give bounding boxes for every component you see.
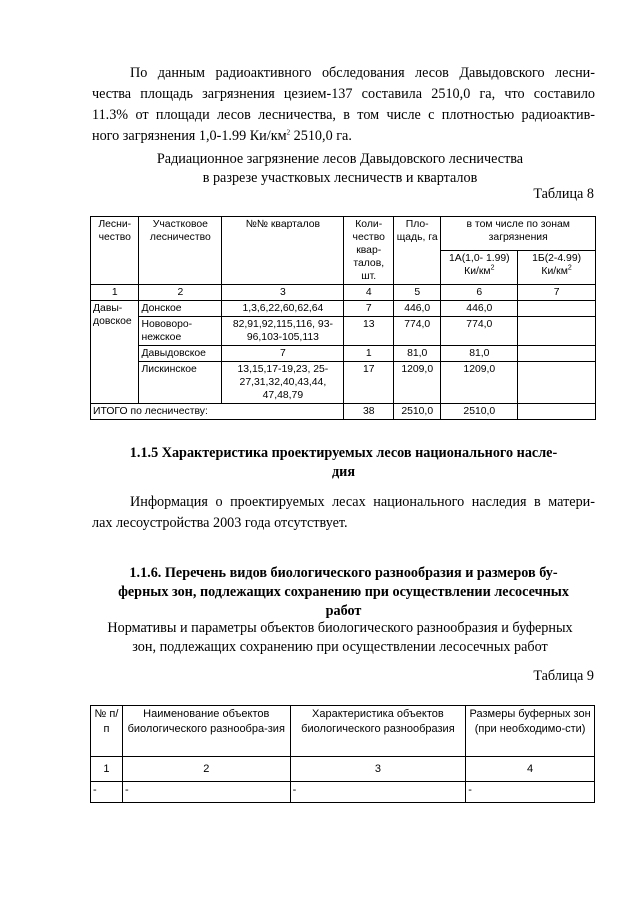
- col-number: 1: [91, 285, 139, 301]
- zone1-cell: 1209,0: [441, 362, 518, 404]
- intro-line-4-end: 2510,0 га.: [290, 128, 352, 144]
- blocks-cell: 13,15,17-19,23, 25-27,31,32,40,43,44, 47,48,79: [222, 362, 344, 404]
- zone1-cell: 81,0: [441, 346, 518, 362]
- zone-1b-sup: 2: [567, 264, 572, 272]
- table8: [90, 216, 596, 420]
- intro-superscript: 2: [286, 128, 291, 137]
- table8-caption-line-2: в разрезе участковых лесничеств и кварталов: [202, 170, 478, 186]
- table8-header-row-1: [91, 217, 596, 251]
- dash-cell: -: [290, 782, 466, 803]
- blocks-cell: 7: [222, 346, 344, 362]
- header-area: Пло-щадь, га: [393, 217, 440, 285]
- section-115-heading: [92, 444, 595, 482]
- area-cell: 1209,0: [393, 362, 440, 404]
- col-number: 1: [91, 757, 123, 782]
- section-116-heading: [92, 564, 595, 621]
- table-row: [91, 362, 596, 404]
- col-number: 2: [139, 285, 222, 301]
- section-116-title-line-1: 1.1.6. Перечень видов биологического разнообразия и размеров бу-: [129, 565, 558, 581]
- section-115-title-line-1: 1.1.5 Характеристика проектируемых лесов национального насле-: [129, 445, 558, 461]
- total-label: ИТОГО по лесничеству:: [91, 404, 344, 420]
- header-count: Коли-чество квар-талов, шт.: [344, 217, 393, 285]
- count-cell: 1: [344, 346, 393, 362]
- col-number: 2: [122, 757, 290, 782]
- zone1-cell: 774,0: [441, 317, 518, 346]
- zone2-cell: [518, 346, 596, 362]
- dash-cell: -: [466, 782, 595, 803]
- table8-total-row: [91, 404, 596, 420]
- table-row: [91, 301, 596, 317]
- table9-column-numbers: [91, 757, 595, 782]
- col-number: 5: [393, 285, 440, 301]
- col-number: 7: [518, 285, 596, 301]
- intro-line-4-text: ного загрязнения 1,0-1.99 Ки/км: [92, 128, 287, 144]
- section-116-title-line-3: работ: [325, 603, 362, 619]
- col-number: 4: [466, 757, 595, 782]
- district-cell: Донское: [139, 301, 222, 317]
- col-number: 3: [290, 757, 466, 782]
- zone-1a-sup: 2: [490, 264, 495, 272]
- header-buffer-size: Размеры буферных зон (при необходимо-сти): [466, 706, 595, 757]
- district-cell: Лискинское: [139, 362, 222, 404]
- total-zone1: 2510,0: [441, 404, 518, 420]
- zone2-cell: [518, 362, 596, 404]
- intro-line-4: [92, 126, 595, 147]
- section-116-title-line-2: ферных зон, подлежащих сохранению при осуществлении лесосечных: [118, 584, 569, 600]
- zone1-cell: 446,0: [441, 301, 518, 317]
- table-row: [91, 782, 595, 803]
- section-115-title-line-2: дия: [331, 464, 356, 480]
- header-forestry: Лесни-чество: [91, 217, 139, 285]
- table-row: [91, 346, 596, 362]
- table-row: [91, 317, 596, 346]
- dash-cell: -: [122, 782, 290, 803]
- section-116-subtitle-line-1: Нормативы и параметры объектов биологического разнообразия и буферных: [107, 620, 573, 636]
- zone2-cell: [518, 317, 596, 346]
- section-115-text-line-2: лах лесоустройства 2003 года отсутствует.: [92, 515, 348, 531]
- blocks-cell: 82,91,92,115,116, 93-96,103-105,113: [222, 317, 344, 346]
- area-cell: 81,0: [393, 346, 440, 362]
- count-cell: 13: [344, 317, 393, 346]
- header-zones: в том числе по зонам загрязнения: [441, 217, 596, 251]
- intro-line-2: чества площадь загрязнения цезием-137 составила 2510,0 га, что составило: [92, 86, 595, 102]
- zone-1a-unit: Ки/км: [464, 266, 491, 277]
- header-number: № п/п: [91, 706, 123, 757]
- table8-caption: [60, 150, 620, 188]
- total-area: 2510,0: [393, 404, 440, 420]
- col-number: 6: [441, 285, 518, 301]
- header-characteristic: Характеристика объектов биологического разнообразия: [290, 706, 466, 757]
- header-zone-1b: [518, 251, 596, 285]
- table9-header-row: [91, 706, 595, 757]
- header-name: Наименование объектов биологического разнообра-зия: [122, 706, 290, 757]
- zone-1b-unit: Ки/км: [541, 266, 568, 277]
- blocks-cell: 1,3,6,22,60,62,64: [222, 301, 344, 317]
- intro-line-1: По данным радиоактивного обследования лесов Давыдовского лесни-: [130, 65, 595, 81]
- district-cell: Нововоро-нежское: [139, 317, 222, 346]
- intro-line-3: 11.3% от площади лесов лесничества, в том числе с плотностью радиоактив-: [92, 107, 595, 123]
- col-number: 4: [344, 285, 393, 301]
- header-district: Участковое лесничество: [139, 217, 222, 285]
- area-cell: 446,0: [393, 301, 440, 317]
- table8-label: Таблица 8: [533, 186, 594, 202]
- table8-caption-line-1: Радиационное загрязнение лесов Давыдовского лесничества: [156, 151, 524, 167]
- zone2-cell: [518, 301, 596, 317]
- header-zone-1a: [441, 251, 518, 285]
- forestry-name: Давы-довское: [91, 301, 139, 404]
- table8-column-numbers: [91, 285, 596, 301]
- section-115-text-line-1: Информация о проектируемых лесах национального наследия в матери-: [130, 494, 595, 510]
- district-cell: Давыдовское: [139, 346, 222, 362]
- section-116-subtitle-line-2: зон, подлежащих сохранению при осуществлении лесосечных работ: [132, 639, 548, 655]
- intro-paragraph: [92, 63, 595, 147]
- count-cell: 17: [344, 362, 393, 404]
- dash-cell: -: [91, 782, 123, 803]
- section-115-text: [92, 492, 595, 534]
- zone-1a-label: 1А(1,0- 1.99): [448, 253, 510, 264]
- col-number: 3: [222, 285, 344, 301]
- table9-label: Таблица 9: [533, 668, 594, 684]
- total-zone2: [518, 404, 596, 420]
- count-cell: 7: [344, 301, 393, 317]
- total-count: 38: [344, 404, 393, 420]
- header-blocks: №№ кварталов: [222, 217, 344, 285]
- area-cell: 774,0: [393, 317, 440, 346]
- zone-1b-label: 1Б(2-4.99): [532, 253, 582, 264]
- table9: [90, 705, 595, 803]
- section-116-subtitle: [60, 619, 620, 657]
